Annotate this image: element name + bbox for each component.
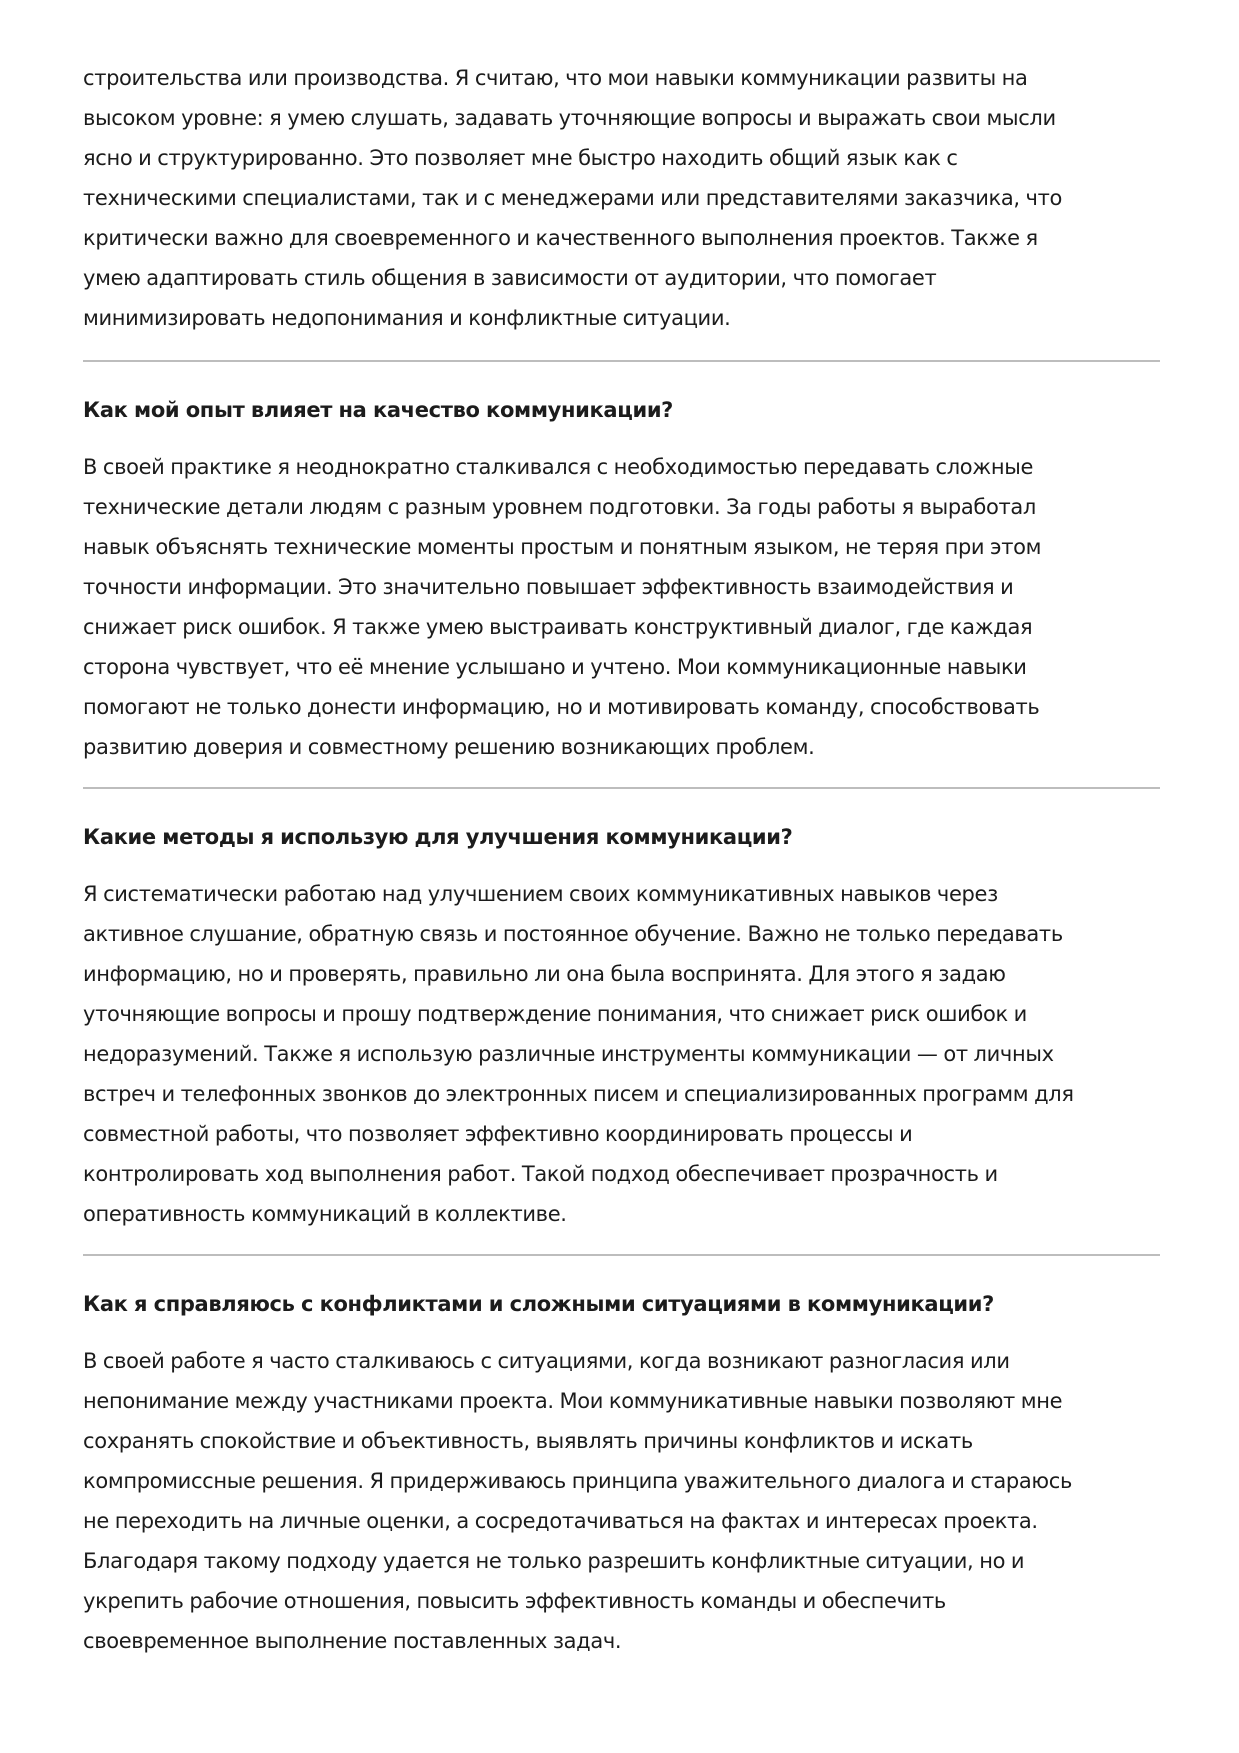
text-line: точности информации. Это значительно повышает эффективность взаимодействия и (83, 575, 1014, 599)
text-line: критически важно для своевременного и качественного выполнения проектов. Также я (83, 226, 1038, 250)
section-paragraph (83, 1341, 1160, 1661)
text-line: недоразумений. Также я использую различные инструменты коммуникации — от личных (83, 1042, 1054, 1066)
intro-paragraph (83, 58, 1160, 338)
text-line: своевременное выполнение поставленных задач. (83, 1629, 622, 1653)
text-line: встреч и телефонных звонков до электронных писем и специализированных программ для (83, 1082, 1074, 1106)
section-experience (83, 395, 1160, 767)
section-methods (83, 822, 1160, 1234)
text-line: В своей работе я часто сталкиваюсь с ситуациями, когда возникают разногласия или (83, 1349, 1010, 1373)
text-line: укрепить рабочие отношения, повысить эффективность команды и обеспечить (83, 1589, 946, 1613)
section-heading: Как мой опыт влияет на качество коммуникации? (83, 398, 674, 422)
text-line: сохранять спокойствие и объективность, выявлять причины конфликтов и искать (83, 1429, 973, 1453)
text-line: В своей практике я неоднократно сталкивался с необходимостью передавать сложные (83, 455, 1034, 479)
text-line: непонимание между участниками проекта. Мои коммуникативные навыки позволяют мне (83, 1389, 1063, 1413)
text-line: совместной работы, что позволяет эффективно координировать процессы и (83, 1122, 913, 1146)
document-page (83, 58, 1160, 1661)
text-line: сторона чувствует, что её мнение услышано и учтено. Мои коммуникационные навыки (83, 655, 1027, 679)
text-line: умею адаптировать стиль общения в зависимости от аудитории, что помогает (83, 266, 937, 290)
text-line: строительства или производства. Я считаю, что мои навыки коммуникации развиты на (83, 66, 1028, 90)
section-divider (83, 360, 1160, 362)
text-line: Я систематически работаю над улучшением своих коммуникативных навыков через (83, 882, 998, 906)
section-conflicts (83, 1289, 1160, 1661)
text-line: помогают не только донести информацию, но и мотивировать команду, способствовать (83, 695, 1040, 719)
text-line: техническими специалистами, так и с менеджерами или представителями заказчика, что (83, 186, 1062, 210)
text-line: уточняющие вопросы и прошу подтверждение понимания, что снижает риск ошибок и (83, 1002, 1027, 1026)
text-line: развитию доверия и совместному решению возникающих проблем. (83, 735, 815, 759)
text-line: оперативность коммуникаций в коллективе. (83, 1202, 567, 1226)
section-divider (83, 1254, 1160, 1256)
section-paragraph (83, 874, 1160, 1234)
text-line: навык объяснять технические моменты простым и понятным языком, не теряя при этом (83, 535, 1042, 559)
text-line: технические детали людям с разным уровнем подготовки. За годы работы я выработал (83, 495, 1036, 519)
text-line: не переходить на личные оценки, а сосредотачиваться на фактах и интересах проекта. (83, 1509, 1038, 1533)
text-line: минимизировать недопонимания и конфликтные ситуации. (83, 306, 731, 330)
section-paragraph (83, 447, 1160, 767)
text-line: контролировать ход выполнения работ. Такой подход обеспечивает прозрачность и (83, 1162, 998, 1186)
section-heading: Какие методы я использую для улучшения коммуникации? (83, 825, 793, 849)
text-line: активное слушание, обратную связь и постоянное обучение. Важно не только передавать (83, 922, 1063, 946)
text-line: ясно и структурированно. Это позволяет мне быстро находить общий язык как с (83, 146, 958, 170)
text-line: Благодаря такому подходу удается не только разрешить конфликтные ситуации, но и (83, 1549, 1025, 1573)
text-line: снижает риск ошибок. Я также умею выстраивать конструктивный диалог, где каждая (83, 615, 1033, 639)
text-line: компромиссные решения. Я придерживаюсь принципа уважительного диалога и стараюсь (83, 1469, 1072, 1493)
text-line: информацию, но и проверять, правильно ли она была воспринята. Для этого я задаю (83, 962, 1006, 986)
text-line: высоком уровне: я умею слушать, задавать уточняющие вопросы и выражать свои мысли (83, 106, 1056, 130)
section-divider (83, 787, 1160, 789)
section-heading: Как я справляюсь с конфликтами и сложными ситуациями в коммуникации? (83, 1292, 994, 1316)
